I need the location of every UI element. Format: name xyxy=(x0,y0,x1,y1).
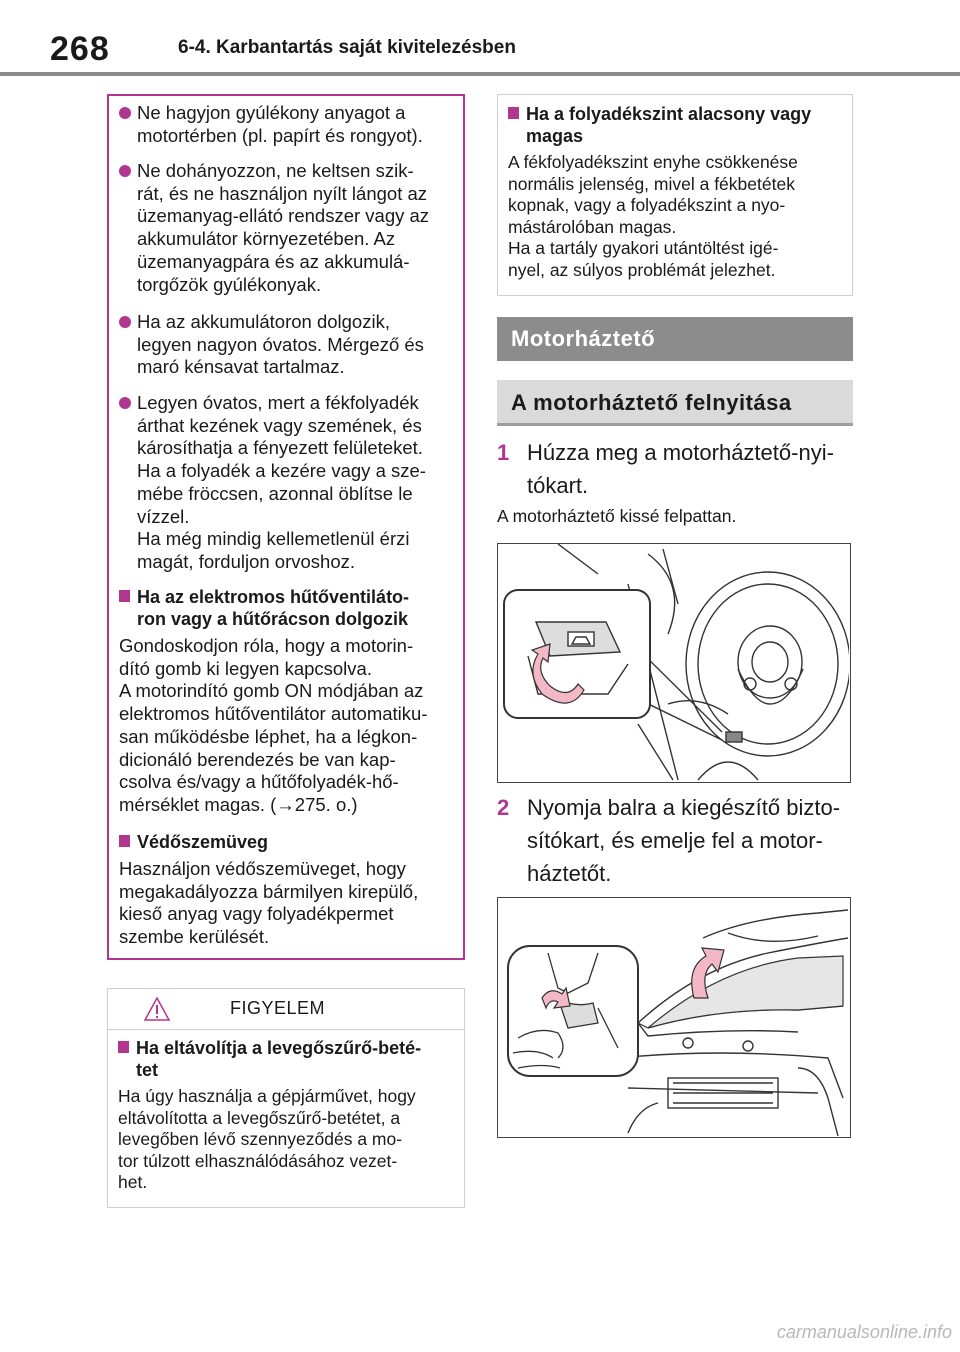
hood-lift-illustration xyxy=(497,897,851,1138)
fan-text: Gondoskodjon róla, hogy a motorin- dító gomb ki legyen kapcsolva. A motorindító gomb ON módjában az elektromos hűtőventilátor automatiku- san működésbe léphet, ha a légkon- dicionáló berendezés be van kap- csolva és/vagy a hűtőfolyadék-hő- mérséklet magas. (→275. o.) xyxy=(119,635,428,815)
warning-bullet xyxy=(119,160,455,296)
fan-heading: Ha az elektromos hűtőventiláto- ron vagy a hűtőrácson dolgozik xyxy=(119,586,459,630)
page-header xyxy=(0,0,960,78)
notice-heading: Ha eltávolítja a levegőszűrő-beté- tet xyxy=(118,1037,458,1081)
hood-lift-drawing xyxy=(498,898,849,1136)
bullet-dot-icon xyxy=(119,165,131,177)
goggles-heading: Védőszemüveg xyxy=(119,831,459,853)
warning-triangle-icon xyxy=(144,997,170,1021)
warning-bullet xyxy=(119,311,455,379)
bullet-dot-icon xyxy=(119,316,131,328)
notice-box xyxy=(107,988,465,1208)
subsection-banner: A motorháztető felnyitása xyxy=(497,380,853,426)
step-number: 1 xyxy=(497,440,510,465)
watermark: carmanualsonline.info xyxy=(776,1322,952,1342)
info-box xyxy=(497,94,853,296)
bullet-dot-icon xyxy=(119,397,131,409)
square-bullet-icon xyxy=(119,590,130,602)
notice-header xyxy=(108,989,464,1030)
bullet-text: Legyen óvatos, mert a fékfolyadék árthat kezének vagy szemének, és károsíthatja a fényezett felületeket. Ha a folyadék a kezére vagy a sze- mébe fröccsen, azonnal öblítse le vízzel. Ha még mindig kellemetlenül érzi magát, forduljon orvoshoz. xyxy=(137,392,426,572)
goggles-text: Használjon védőszemüveget, hogy megakadályozza bármilyen kirepülő, kieső anyag vagy folyadékpermet szembe kerülését. xyxy=(119,858,419,948)
bullet-text: Ha az akkumulátoron dolgozik, legyen nagyon óvatos. Mérgező és maró kénsavat tartalmaz. xyxy=(137,311,424,378)
warning-bullet xyxy=(119,392,455,574)
square-bullet-icon xyxy=(119,835,130,847)
section-banner: Motorháztető xyxy=(497,317,853,361)
step-1 xyxy=(497,436,853,502)
header-divider xyxy=(0,72,960,76)
section-title: 6-4. Karbantartás saját kivitelezésben xyxy=(178,37,516,58)
hood-release-lever-illustration xyxy=(497,543,851,783)
bullet-text: Ne dohányozzon, ne keltsen szik- rát, és ne használjon nyílt lángot az üzemanyag-ellátó rendszer vagy az akkumulátor környezetében. Az üzemanyagpára és az akkumulá- torgőzök gyúlékonyak. xyxy=(137,160,430,295)
info-text: A fékfolyadékszint enyhe csökkenése normális jelenség, mivel a fékbetétek kopnak, vagy a folyadékszint a nyo- mástárolóban magas. Ha a tartály gyakori utántöltést igé- nyel, az súlyos problémát jelezhet. xyxy=(508,152,798,280)
step-number: 2 xyxy=(497,795,510,820)
notice-label: FIGYELEM xyxy=(230,998,326,1018)
info-heading: Ha a folyadékszint alacsony vagy magas xyxy=(508,103,844,147)
step-text: Nyomja balra a kiegészítő bizto- sítókart, és emelje fel a motor- háztetőt. xyxy=(527,795,841,886)
warning-bullet xyxy=(119,102,455,147)
warning-box xyxy=(107,94,465,960)
square-bullet-icon xyxy=(508,107,519,119)
step-text: Húzza meg a motorháztető-nyi- tókart. xyxy=(527,440,834,498)
step-1-result: A motorháztető kissé felpattan. xyxy=(497,506,737,526)
bullet-dot-icon xyxy=(119,107,131,119)
notice-text: Ha úgy használja a gépjárművet, hogy eltávolította a levegőszűrő-betétet, a levegőben lévő szennyeződés a mo- tor túlzott elhasználódásához vezet- het. xyxy=(118,1086,416,1192)
square-bullet-icon xyxy=(118,1041,129,1053)
page-number: 268 xyxy=(50,30,110,68)
hood-lever-drawing xyxy=(498,544,849,781)
bullet-text: Ne hagyjon gyúlékony anyagot a motortérben (pl. papírt és rongyot). xyxy=(137,102,423,146)
step-2 xyxy=(497,791,853,890)
